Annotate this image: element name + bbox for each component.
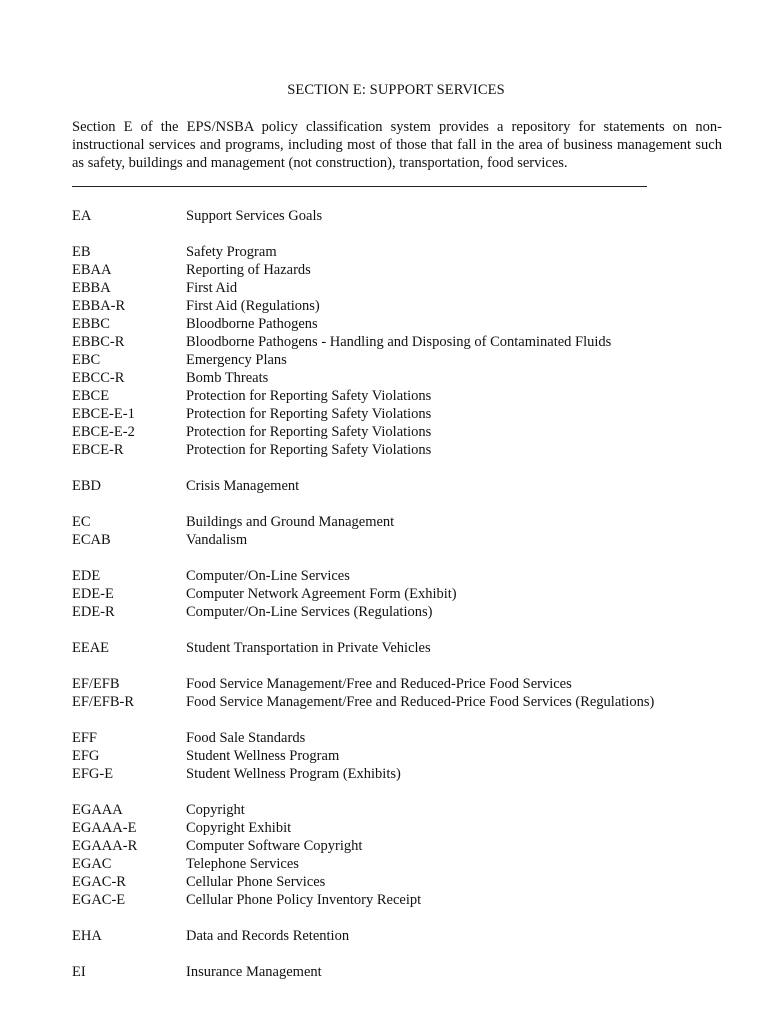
- policy-row: [72, 693, 762, 711]
- policy-title: Cellular Phone Services: [186, 874, 326, 890]
- policy-code: EBCE-E-1: [72, 406, 135, 422]
- policy-group: [72, 243, 762, 459]
- policy-title: Bomb Threats: [186, 370, 269, 386]
- policy-row: [72, 729, 762, 747]
- policy-row: [72, 405, 762, 423]
- policy-group: [72, 675, 762, 711]
- policy-title: Insurance Management: [186, 964, 322, 980]
- policy-title: Crisis Management: [186, 478, 300, 494]
- policy-row: [72, 297, 762, 315]
- policy-row: [72, 927, 762, 945]
- policy-title: Food Sale Standards: [186, 730, 306, 746]
- policy-title: Cellular Phone Policy Inventory Receipt: [186, 892, 422, 908]
- policy-code: EI: [72, 964, 86, 980]
- policy-group: [72, 729, 762, 783]
- policy-code: EGAAA: [72, 802, 123, 818]
- policy-row: [72, 315, 762, 333]
- policy-group: [72, 513, 762, 549]
- policy-code: EBD: [72, 478, 101, 494]
- policy-title: Support Services Goals: [186, 208, 323, 224]
- policy-row: [72, 351, 762, 369]
- policy-code: EEAE: [72, 640, 110, 656]
- section-title: SECTION E: SUPPORT SERVICES: [287, 82, 505, 98]
- policy-row: [72, 801, 762, 819]
- policy-title: Protection for Reporting Safety Violations: [186, 388, 432, 404]
- policy-code: EHA: [72, 928, 102, 944]
- policy-code: EA: [72, 208, 92, 224]
- policy-title: First Aid: [186, 280, 238, 296]
- policy-code: EGAC-R: [72, 874, 126, 890]
- policy-code: EB: [72, 244, 91, 260]
- policy-code: EFG: [72, 748, 100, 764]
- policy-code: EFG-E: [72, 766, 114, 782]
- policy-code: EGAC: [72, 856, 112, 872]
- policy-title: Copyright: [186, 802, 245, 818]
- policy-group: [72, 207, 762, 225]
- policy-code: EFF: [72, 730, 97, 746]
- policy-row: [72, 819, 762, 837]
- policy-group: [72, 927, 762, 945]
- policy-title: Vandalism: [186, 532, 248, 548]
- policy-code: EBCE-R: [72, 442, 124, 458]
- policy-row: [72, 855, 762, 873]
- policy-title: Computer/On-Line Services: [186, 568, 350, 584]
- policy-row: [72, 369, 762, 387]
- policy-row: [72, 333, 762, 351]
- policy-code: EBBC-R: [72, 334, 125, 350]
- policy-code-list: [72, 207, 762, 999]
- policy-row: [72, 207, 762, 225]
- policy-code: EBBC: [72, 316, 110, 332]
- policy-row: [72, 837, 762, 855]
- policy-code: EGAAA-E: [72, 820, 137, 836]
- policy-code: EBBA-R: [72, 298, 126, 314]
- policy-title: Student Wellness Program (Exhibits): [186, 766, 401, 782]
- policy-code: EBCC-R: [72, 370, 125, 386]
- policy-title: Bloodborne Pathogens - Handling and Disposing of Contaminated Fluids: [186, 334, 612, 350]
- policy-title: Student Wellness Program: [186, 748, 340, 764]
- policy-code: EBCE: [72, 388, 110, 404]
- policy-code: EDE-E: [72, 586, 114, 602]
- policy-group: [72, 963, 762, 981]
- policy-row: [72, 963, 762, 981]
- policy-code: EDE-R: [72, 604, 115, 620]
- policy-row: [72, 567, 762, 585]
- policy-group: [72, 801, 762, 909]
- policy-row: [72, 765, 762, 783]
- policy-row: [72, 639, 762, 657]
- policy-title: Computer Network Agreement Form (Exhibit): [186, 586, 457, 602]
- policy-title: Copyright Exhibit: [186, 820, 292, 836]
- policy-title: Emergency Plans: [186, 352, 287, 368]
- policy-title: Data and Records Retention: [186, 928, 350, 944]
- policy-row: [72, 585, 762, 603]
- policy-group: [72, 567, 762, 621]
- policy-code: EBBA: [72, 280, 111, 296]
- policy-row: [72, 747, 762, 765]
- policy-row: [72, 261, 762, 279]
- policy-code: EBCE-E-2: [72, 424, 135, 440]
- policy-row: [72, 279, 762, 297]
- policy-title: Food Service Management/Free and Reduced-Price Food Services (Regulations): [186, 694, 655, 710]
- section-intro-paragraph: Section E of the EPS/NSBA policy classification system provides a repository for statements on non-instructional services and programs, including most of those that fall in the area of business management such as safety, buildings and management (not construction), transportation, food services.: [72, 119, 722, 171]
- policy-row: [72, 243, 762, 261]
- policy-row: [72, 873, 762, 891]
- policy-row: [72, 477, 762, 495]
- policy-code: EGAC-E: [72, 892, 126, 908]
- policy-title: Computer Software Copyright: [186, 838, 363, 854]
- policy-title: Protection for Reporting Safety Violations: [186, 424, 432, 440]
- policy-code: EBC: [72, 352, 101, 368]
- policy-code: EC: [72, 514, 91, 530]
- policy-code: EGAAA-R: [72, 838, 138, 854]
- policy-title: Computer/On-Line Services (Regulations): [186, 604, 433, 620]
- policy-title: Safety Program: [186, 244, 277, 260]
- policy-title: Buildings and Ground Management: [186, 514, 395, 530]
- policy-title: Food Service Management/Free and Reduced-Price Food Services: [186, 676, 572, 692]
- policy-row: [72, 423, 762, 441]
- policy-row: [72, 531, 762, 549]
- policy-code: EF/EFB-R: [72, 694, 135, 710]
- policy-code: ECAB: [72, 532, 111, 548]
- policy-row: [72, 387, 762, 405]
- policy-row: [72, 891, 762, 909]
- policy-group: [72, 639, 762, 657]
- policy-title: Protection for Reporting Safety Violations: [186, 442, 432, 458]
- policy-title: Protection for Reporting Safety Violations: [186, 406, 432, 422]
- policy-row: [72, 603, 762, 621]
- policy-title: Student Transportation in Private Vehicles: [186, 640, 431, 656]
- policy-code: EDE: [72, 568, 101, 584]
- policy-title: Reporting of Hazards: [186, 262, 311, 278]
- policy-row: [72, 513, 762, 531]
- policy-code: EBAA: [72, 262, 112, 278]
- policy-title: First Aid (Regulations): [186, 298, 320, 314]
- policy-row: [72, 675, 762, 693]
- horizontal-rule: [72, 186, 647, 187]
- policy-title: Telephone Services: [186, 856, 299, 872]
- policy-row: [72, 441, 762, 459]
- policy-code: EF/EFB: [72, 676, 120, 692]
- policy-title: Bloodborne Pathogens: [186, 316, 318, 332]
- policy-group: [72, 477, 762, 495]
